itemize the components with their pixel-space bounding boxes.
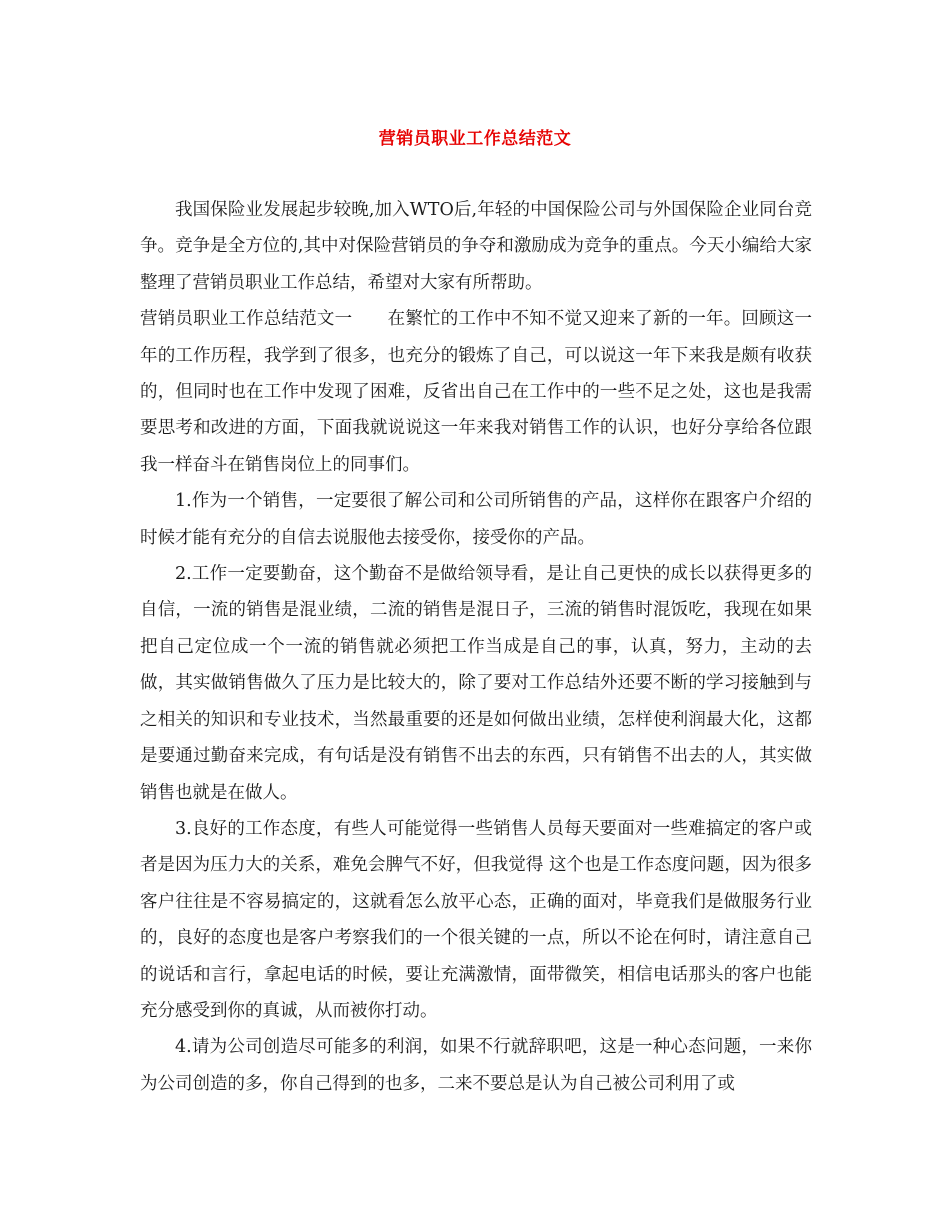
- paragraph-point-2: 2.工作一定要勤奋，这个勤奋不是做给领导看，是让自己更快的成长以获得更多的自信，一流的销售是混业绩，二流的销售是混日子，三流的销售时混饭吃，我现在如果把自己定位成一个一流的销售就必须把工作当成是自己的事，认真，努力，主动的去做，其实做销售做久了压力是比较大的，除了要对工作总结外还要不断的学习接触到与之相关的知识和专业技术，当然最重要的还是如何做出业绩，怎样使利润最大化，这都是要通过勤奋来完成，有句话是没有销售不出去的东西，只有销售不出去的人，其实做销售也就是在做人。: [140, 564, 812, 803]
- paragraph-sample-one: 营销员职业工作总结范文一 在繁忙的工作中不知不觉又迎来了新的一年。回顾这一年的工作历程，我学到了很多，也充分的锻炼了自己，可以说这一年下来我是颇有收获的，但同时也在工作中发现了困难，反省出自己在工作中的一些不足之处，这也是我需要思考和改进的方面，下面我就说说这一年来我对销售工作的认识，也好分享给各位跟我一样奋斗在销售岗位上的同事们。: [140, 309, 812, 475]
- document-body: [140, 192, 812, 1102]
- paragraph-point-3: 3.良好的工作态度，有些人可能觉得一些销售人员每天要面对一些难搞定的客户或者是因为压力大的关系，难免会脾气不好，但我觉得 这个也是工作态度问题，因为很多客户往往是不容易搞定的，这就看怎么放平心态，正确的面对，毕竟我们是做服务行业的，良好的态度也是客户考察我们的一个很关键的一点，所以不论在何时，请注意自己的说话和言行，拿起电话的时候，要让充满激情，面带微笑，相信电话那头的客户也能充分感受到你的真诚，从而被你打动。: [140, 818, 812, 1021]
- paragraph-point-1: 1.作为一个销售，一定要很了解公司和公司所销售的产品，这样你在跟客户介绍的时候才能有充分的自信去说服他去接受你，接受你的产品。: [140, 491, 812, 548]
- paragraph-intro: 我国保险业发展起步较晚,加入WTO后,年轻的中国保险公司与外国保险企业同台竞争。竞争是全方位的,其中对保险营销员的争夺和激励成为竞争的重点。今天小编给大家整理了营销员职业工作总结，希望对大家有所帮助。: [140, 200, 812, 293]
- paragraph-point-4: 4.请为公司创造尽可能多的利润，如果不行就辞职吧，这是一种心态问题，一来你为公司创造的多，你自己得到的也多，二来不要总是认为自己被公司利用了或: [140, 1037, 812, 1094]
- document-title: 营销员职业工作总结范文: [378, 129, 572, 149]
